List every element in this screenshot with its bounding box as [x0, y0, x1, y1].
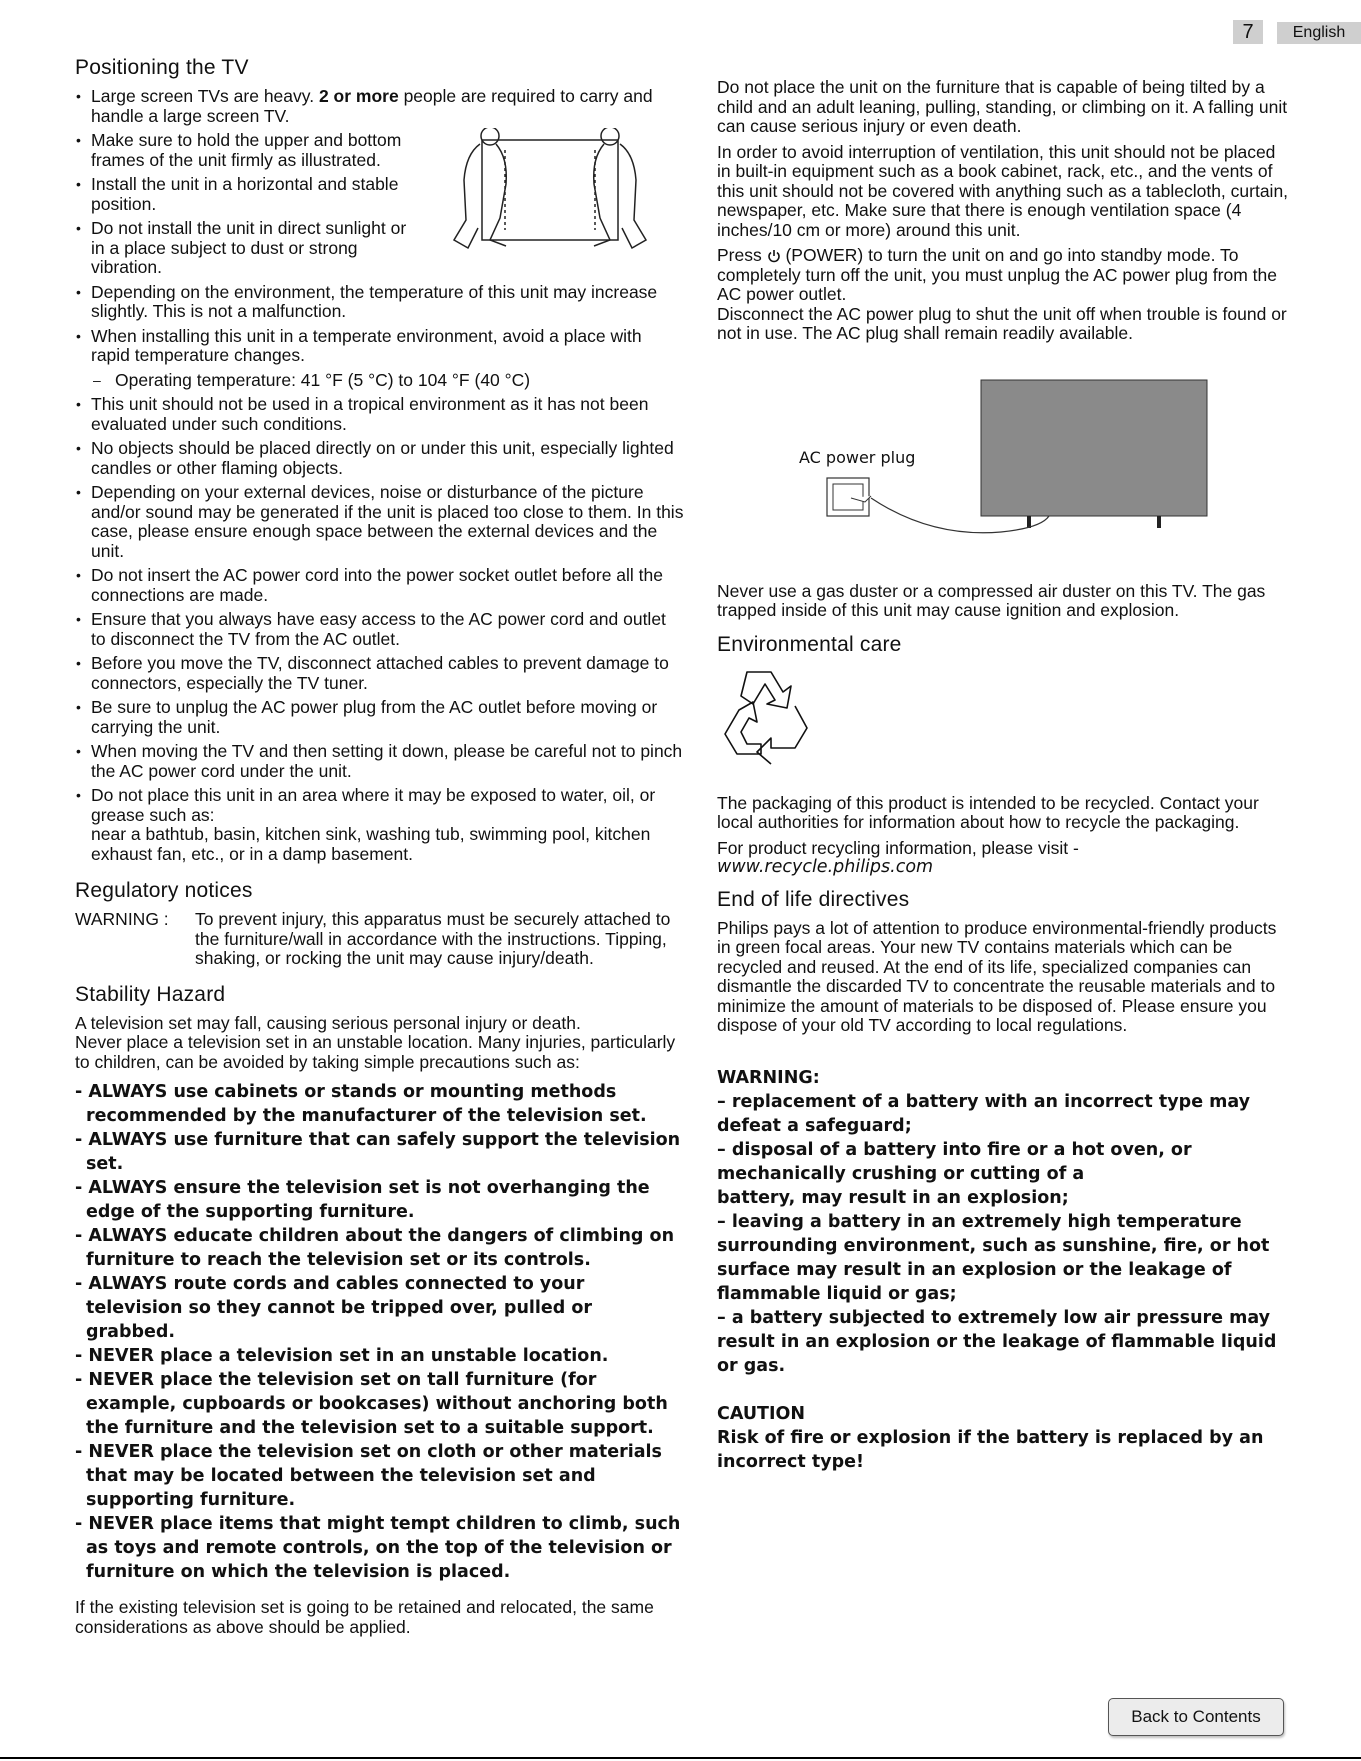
furniture-paragraph: Do not place the unit on the furniture that is capable of being tilted by a child and an adult leaning, pulling, standing, or climbing on it. A falling unit can cause serious injury or even death.: [717, 77, 1288, 136]
right-column: [717, 78, 1291, 1474]
environment-heading: Environmental care: [717, 632, 902, 656]
recycling-info: For product recycling information, please visit -: [717, 837, 1079, 858]
list-item: • When installing this unit in a temperate environment, avoid a place with rapid temperature changes.: [75, 327, 685, 366]
power-paragraph: Press (POWER) to turn the unit on and go into standby mode. To completely turn off the unit, you must unplug the AC power plug from the AC power outlet.: [717, 245, 1277, 304]
list-item: - ALWAYS use furniture that can safely support the television set.: [75, 1130, 681, 1174]
page-number: 7: [1233, 20, 1263, 44]
battery-warning: [717, 1066, 1291, 1474]
power-icon: [767, 249, 781, 263]
list-item: - NEVER place the television set on cloth or other materials that may be located between the television set and supporting furniture.: [75, 1442, 662, 1510]
list-item: • Do not insert the AC power cord into the power socket outlet before all the connections are made.: [75, 566, 685, 605]
regulatory-warning: [75, 910, 685, 969]
ac-power-plug-label: AC power plug: [799, 447, 916, 467]
bottom-divider: [0, 1757, 1361, 1759]
two-people-carrying-tv-illustration: [450, 128, 650, 260]
list-item: • Be sure to unplug the AC power plug from the AC outlet before moving or carrying the unit.: [75, 698, 685, 737]
eol-paragraph: Philips pays a lot of attention to produce environmental-friendly products in green focal areas. Your new TV contains materials which can be recycled and reused. At the end of its life, specialized companies can dismantle the discarded TV to concentrate the reusable materials and to minimize the amount of materials to be disposed of. Please ensure you dispose of your old TV according to local regulations.: [717, 917, 1277, 1035]
list-item: - ALWAYS route cords and cables connected to your television so they cannot be tripped over, pulled or grabbed.: [75, 1274, 593, 1342]
list-item: • Depending on your external devices, noise or disturbance of the picture and/or sound may be generated if the unit is placed too close to them. In this case, please ensure enough space between the external devices and the unit.: [75, 483, 685, 561]
battery-warning-item: – disposal of a battery into fire or a hot oven, or mechanically crushing or cutting of a: [717, 1139, 1192, 1184]
recycle-icon: [717, 664, 817, 766]
list-item: • Large screen TVs are heavy. 2 or more people are required to carry and handle a large screen TV.: [75, 87, 685, 126]
warning-label: WARNING :: [75, 909, 169, 929]
battery-warning-item: – a battery subjected to extremely low air pressure may result in an explosion or the leakage of flammable liquid or gas.: [717, 1307, 1277, 1376]
list-item: • Before you move the TV, disconnect attached cables to prevent damage to connectors, especially the TV tuner.: [75, 654, 685, 693]
stability-paragraph: Never place a television set in an unstable location. Many injuries, particularly to children, can be avoided by taking simple precautions such as:: [75, 1032, 676, 1072]
list-item: • Install the unit in a horizontal and stable position.: [75, 175, 421, 214]
stability-heading: Stability Hazard: [75, 982, 226, 1006]
list-item: • When moving the TV and then setting it down, please be careful not to pinch the AC power cord under the unit.: [75, 742, 685, 781]
left-column: [75, 56, 685, 1637]
language-tag: English: [1277, 22, 1361, 44]
list-item: - ALWAYS ensure the television set is not overhanging the edge of the supporting furniture.: [75, 1178, 650, 1222]
caution-title: CAUTION: [717, 1403, 806, 1424]
battery-warning-item: – leaving a battery in an extremely high temperature surrounding environment, such as sunshine, fire, or hot surface may result in an explosion or the leakage of flammable liquid or gas;: [717, 1211, 1270, 1304]
list-item: • Make sure to hold the upper and bottom frames of the unit firmly as illustrated.: [75, 131, 421, 170]
stability-list: [75, 1080, 685, 1584]
list-item: - ALWAYS use cabinets or stands or mounting methods recommended by the manufacturer of the television set.: [75, 1082, 647, 1126]
ac-plug-diagram: [717, 368, 1291, 568]
list-item: • Do not install the unit in direct sunlight or in a place subject to dust or strong vibration.: [75, 219, 421, 278]
warning-text: To prevent injury, this apparatus must be securely attached to the furniture/wall in accordance with the instructions. Tipping, shaking, or rocking the unit may cause injury/death.: [195, 909, 671, 968]
caution-text: Risk of fire or explosion if the battery is replaced by an incorrect type!: [717, 1427, 1264, 1472]
stability-paragraph: A television set may fall, causing serious personal injury or death.: [75, 1012, 581, 1033]
battery-warning-title: WARNING:: [717, 1067, 820, 1088]
environment-paragraph: The packaging of this product is intended to be recycled. Contact your local authorities for information about how to recycle the packaging.: [717, 792, 1259, 832]
disconnect-paragraph: Disconnect the AC power plug to shut the unit off when trouble is found or not in use. The AC plug shall remain readily available.: [717, 303, 1287, 343]
regulatory-heading: Regulatory notices: [75, 879, 253, 902]
gas-duster-paragraph: Never use a gas duster or a compressed air duster on this TV. The gas trapped inside of this unit may cause ignition and explosion.: [717, 580, 1266, 620]
tv-with-plug-illustration: [717, 368, 1291, 568]
recycling-url[interactable]: www.recycle.philips.com: [717, 857, 934, 877]
battery-warning-item: – replacement of a battery with an incorrect type may defeat a safeguard;: [717, 1091, 1251, 1136]
list-item: • This unit should not be used in a tropical environment as it has not been evaluated under such conditions.: [75, 395, 685, 434]
list-item: • Do not place this unit in an area where it may be exposed to water, oil, or grease such as: near a bathtub, basin, kitchen sink, washing tub, swimming pool, kitchen exhaust fan, etc., or in a damp basement.: [75, 786, 685, 864]
eol-heading: End of life directives: [717, 887, 910, 911]
positioning-heading: Positioning the TV: [75, 56, 249, 79]
list-subitem: – Operating temperature: 41 °F (5 °C) to 104 °F (40 °C): [75, 371, 685, 391]
list-item: - NEVER place items that might tempt children to climb, such as toys and remote controls, on the top of the television or furniture on which the television is placed.: [75, 1514, 681, 1582]
list-item: - ALWAYS educate children about the dangers of climbing on furniture to reach the television set or its controls.: [75, 1226, 675, 1270]
list-item: • No objects should be placed directly on or under this unit, especially lighted candles or other flaming objects.: [75, 439, 685, 478]
list-item: • Ensure that you always have easy access to the AC power cord and outlet to disconnect the TV from the AC outlet.: [75, 610, 685, 649]
battery-warning-item: battery, may result in an explosion;: [717, 1187, 1069, 1208]
list-item: • Depending on the environment, the temperature of this unit may increase slightly. This is not a malfunction.: [75, 283, 685, 322]
list-item: - NEVER place the television set on tall furniture (for example, cupboards or bookcases) without anchoring both the furniture and the television set to a suitable support.: [75, 1370, 668, 1438]
back-to-contents-button[interactable]: Back to Contents: [1108, 1698, 1284, 1736]
stability-closing: If the existing television set is going to be retained and relocated, the same considerations as above should be applied.: [75, 1597, 654, 1637]
ventilation-paragraph: In order to avoid interruption of ventilation, this unit should not be placed in built-in equipment such as a book cabinet, rack, etc., and the vents of this unit should not be covered with anything such as a tablecloth, curtain, newspaper, etc. Make sure that there is enough ventilation space (4 inches/10 cm or more) around this unit.: [717, 141, 1289, 240]
list-item: - NEVER place a television set in an unstable location.: [75, 1346, 609, 1366]
